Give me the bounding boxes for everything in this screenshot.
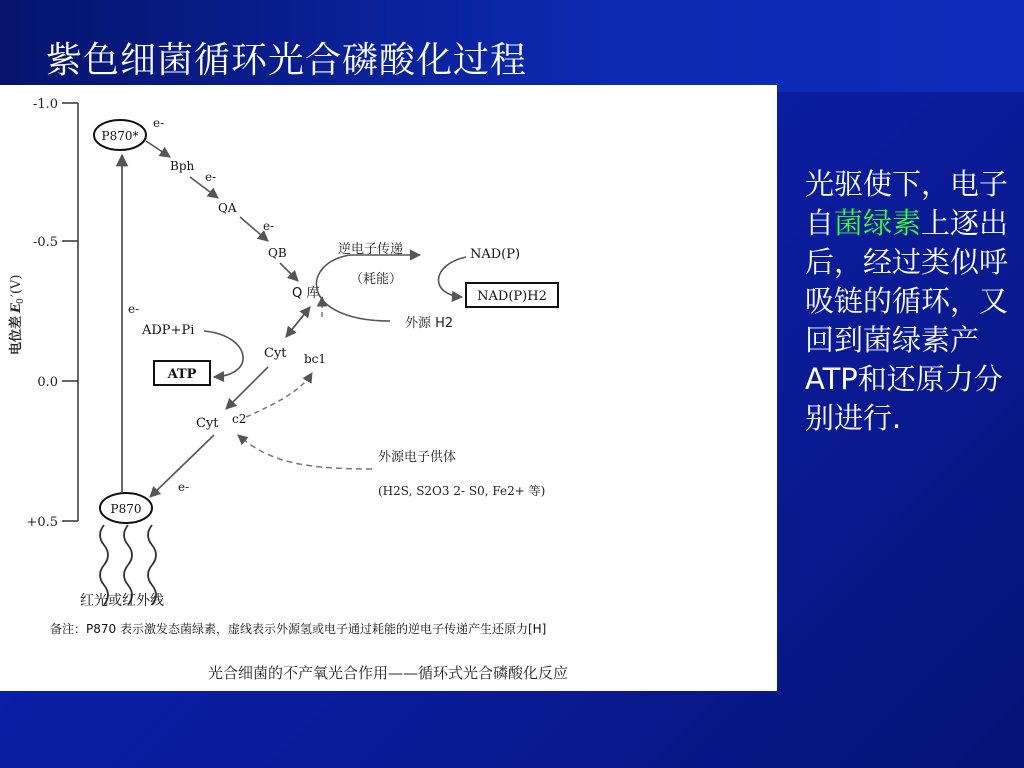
atp-node: ATP <box>167 367 197 382</box>
slide-title: 紫色细菌循环光合磷酸化过程 <box>46 40 528 81</box>
energy-consuming-label: （耗能） <box>350 272 403 287</box>
chain-arrow <box>146 141 170 157</box>
tick-label: -0.5 <box>32 235 58 250</box>
y-axis-unit: ′(V) <box>9 274 24 297</box>
external-h2-label: 外源 H2 <box>405 316 454 331</box>
donor-list-label: (H2S, S2O3 2- S0, Fe2+ 等) <box>378 484 546 498</box>
tick-label: +0.5 <box>26 515 58 530</box>
electron-label: e- <box>178 480 190 494</box>
electron-label: e- <box>128 302 140 316</box>
external-donor-label: 外源电子供体 <box>378 450 457 465</box>
nadp-node: NAD(P) <box>470 247 521 262</box>
light-label: 红光或红外线 <box>80 593 164 609</box>
explanation-highlight: 菌绿素 <box>834 206 922 240</box>
electron-label: e- <box>205 170 217 184</box>
diagram-figure <box>0 85 777 691</box>
reverse-transfer-label: 逆电子传递 <box>338 242 404 257</box>
electron-label: e- <box>153 116 165 130</box>
bc1-label: bc1 <box>304 352 327 366</box>
tick-label: -1.0 <box>32 97 58 112</box>
nadp-reduction-arrow <box>438 257 466 297</box>
qb-node: QB <box>268 246 287 260</box>
explanation-part1: 光驱使下，电子自 <box>805 167 1009 240</box>
figure-note: 备注：P870 表示激发态菌绿素，虚线表示外源氢或电子通过耗能的逆电子传递产生还原力[H] <box>50 622 547 636</box>
bph-node: Bph <box>170 159 195 173</box>
adp-pi-label: ADP+Pi <box>142 323 195 338</box>
y-axis-subscript: 0 <box>16 298 26 304</box>
cyt-c2-node: Cyt <box>196 416 219 431</box>
c2-label: c2 <box>232 412 247 426</box>
explanation-part2: 上逐出后，经过类似呼吸链的循环，又回到菌绿素产ATP和还原力分别进行. <box>805 206 1009 435</box>
reverse-transfer-arrow <box>316 255 420 321</box>
bc1-to-q-arrow <box>286 307 310 337</box>
p870-excited-label: P870* <box>101 129 139 143</box>
cycle-diagram <box>0 85 777 691</box>
tick-label: 0.0 <box>37 375 58 390</box>
y-axis-label: 电位差 <box>9 315 24 355</box>
qa-node: QA <box>218 201 237 215</box>
figure-caption: 光合细菌的不产氧光合作用——循环式光合磷酸化反应 <box>207 664 569 682</box>
q-pool-node: Q 库 <box>292 286 320 301</box>
cyt-bc1-node: Cyt <box>264 346 287 361</box>
explanation-text <box>805 165 1020 438</box>
y-axis-symbol: E <box>9 303 24 313</box>
dashed-donor-arrow <box>238 435 372 469</box>
nadph2-node: NAD(P)H2 <box>477 289 547 304</box>
chain-arrow <box>280 263 298 281</box>
electron-label: e- <box>263 219 275 233</box>
p870-ground-label: P870 <box>110 502 142 516</box>
